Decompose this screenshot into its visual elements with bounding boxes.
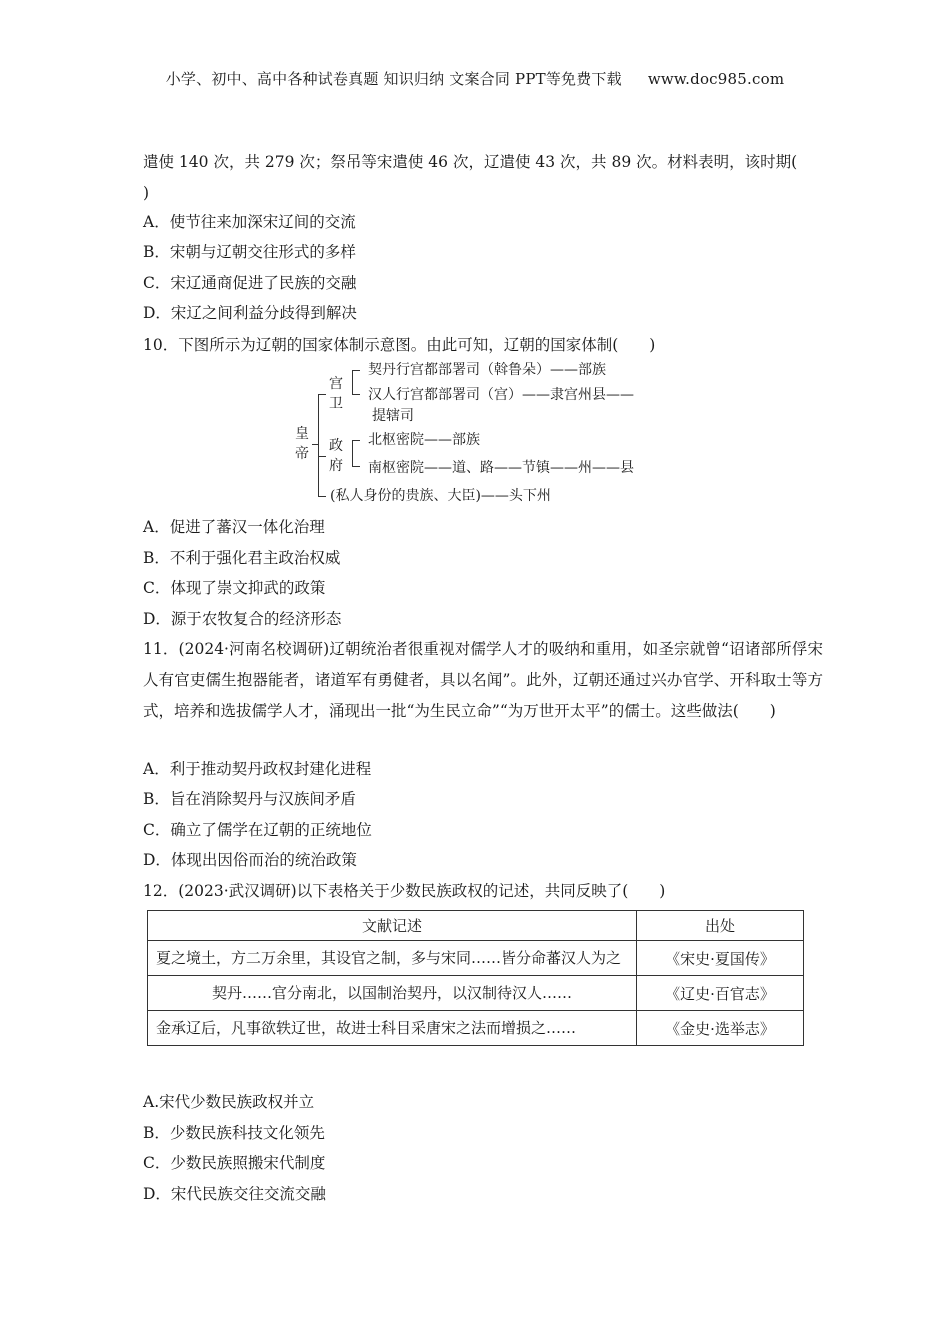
diagram-b1-item2: 汉人行宫都部署司（宫）——隶宫州县—— [368,387,634,403]
diagram-branch-government-label: 政府 [329,438,343,474]
diagram-root-tick [312,444,318,445]
diagram-b1-item1: 契丹行宫都部署司（斡鲁朵）——部族 [368,362,606,378]
q10-option-c[interactable]: C．体现了崇文抑武的政策 [143,579,326,597]
table-header-row [148,911,804,941]
diagram-branch-guard [328,374,344,414]
q9-line2: ) [143,184,150,202]
table-cell-text: 夏之境土，方二万余里，其设官之制，多与宋同……皆分命蕃汉人为之 [148,941,637,976]
q11-option-a[interactable]: A．利于推动契丹政权封建化进程 [143,760,372,778]
diagram-main-connector [318,394,319,496]
diagram-tick-3 [318,496,326,497]
q12-option-b[interactable]: B．少数民族科技文化领先 [143,1124,325,1142]
q10-option-b[interactable]: B．不利于强化君主政治权威 [143,549,341,567]
diagram-branch2-tick-a [352,440,360,441]
diagram-b2-item1: 北枢密院——部族 [368,432,480,448]
diagram-root-label: 皇帝 [295,426,309,462]
q11-stem: 11．(2024·河南名校调研)辽朝统治者很重视对儒学人才的吸纳和重用，如圣宗就曾“诏诸部所俘宋人有官吏儒生抱器能者，诸道军有勇健者，具以名闻”。此外，辽朝还通过兴办官学、开科取士等方式，培养和选拔儒学人才，涌现出一批“为生民立命”“为万世开太平”的儒士。这些做法( ) [143,640,823,720]
q12-option-d[interactable]: D．宋代民族交往交流交融 [143,1185,326,1203]
table-row [148,941,804,976]
table-cell-text: 金承辽后，凡事欲轶辽世，故进士科目采唐宋之法而增损之…… [148,1011,637,1046]
diagram-b2-item2: 南枢密院——道、路——节镇——州——县 [368,460,634,476]
diagram-tick-2 [318,456,326,457]
table-cell-source: 《宋史·夏国传》 [637,941,804,976]
table-cell-source: 《辽史·百官志》 [637,976,804,1011]
header-url[interactable]: www.doc985.com [647,70,785,88]
page-header [0,68,950,89]
q11-option-b[interactable]: B．旨在消除契丹与汉族间矛盾 [143,790,356,808]
diagram-branch1-connector [352,370,353,394]
q10-stem: 10．下图所示为辽朝的国家体制示意图。由此可知，辽朝的国家体制( ) [143,336,656,354]
table-cell-text: 契丹……官分南北，以国制治契丹，以汉制待汉人…… [148,976,637,1011]
q9-option-b[interactable]: B．宋朝与辽朝交往形式的多样 [143,243,356,261]
diagram-b1-item3: 提辖司 [372,408,414,424]
q12-stem: 12．(2023·武汉调研)以下表格关于少数民族政权的记述，共同反映了( ) [143,882,666,900]
q11-option-c[interactable]: C．确立了儒学在辽朝的正统地位 [143,821,372,839]
q9-option-c[interactable]: C．宋辽通商促进了民族的交融 [143,274,357,292]
diagram-branch-government [328,436,344,476]
table-row [148,1011,804,1046]
diagram-tick-1 [318,394,326,395]
q11-option-d[interactable]: D．体现出因俗而治的统治政策 [143,851,357,869]
diagram-branch-guard-label: 宫卫 [329,376,343,412]
table-row [148,976,804,1011]
q10-option-a[interactable]: A．促进了蕃汉一体化治理 [143,518,325,536]
diagram-branch2-tick-b [352,466,360,467]
diagram-branch3: (私人身份的贵族、大臣)——头下州 [330,488,551,504]
q12-option-c[interactable]: C．少数民族照搬宋代制度 [143,1154,326,1172]
state-system-diagram [290,360,670,510]
q10-option-d[interactable]: D．源于农牧复合的经济形态 [143,610,342,628]
q9-option-a[interactable]: A．使节往来加深宋辽间的交流 [143,213,356,231]
records-table [147,910,804,1046]
table-header-source: 出处 [637,911,804,941]
q9-option-d[interactable]: D．宋辽之间利益分歧得到解决 [143,304,357,322]
table-header-text: 文献记述 [148,911,637,941]
diagram-branch1-tick-a [352,370,360,371]
diagram-branch2-connector [352,440,353,466]
header-text: 小学、初中、高中各种试卷真题 知识归纳 文案合同 PPT等免费下载 [165,70,622,88]
diagram-branch1-tick-b [352,394,360,395]
q12-option-a[interactable]: A.宋代少数民族政权并立 [143,1093,315,1111]
diagram-root [294,424,310,464]
q9-line1: 遣使 140 次，共 279 次；祭吊等宋遣使 46 次，辽遣使 43 次，共 89 次。材料表明，该时期( [143,153,798,171]
table-cell-source: 《金史·选举志》 [637,1011,804,1046]
